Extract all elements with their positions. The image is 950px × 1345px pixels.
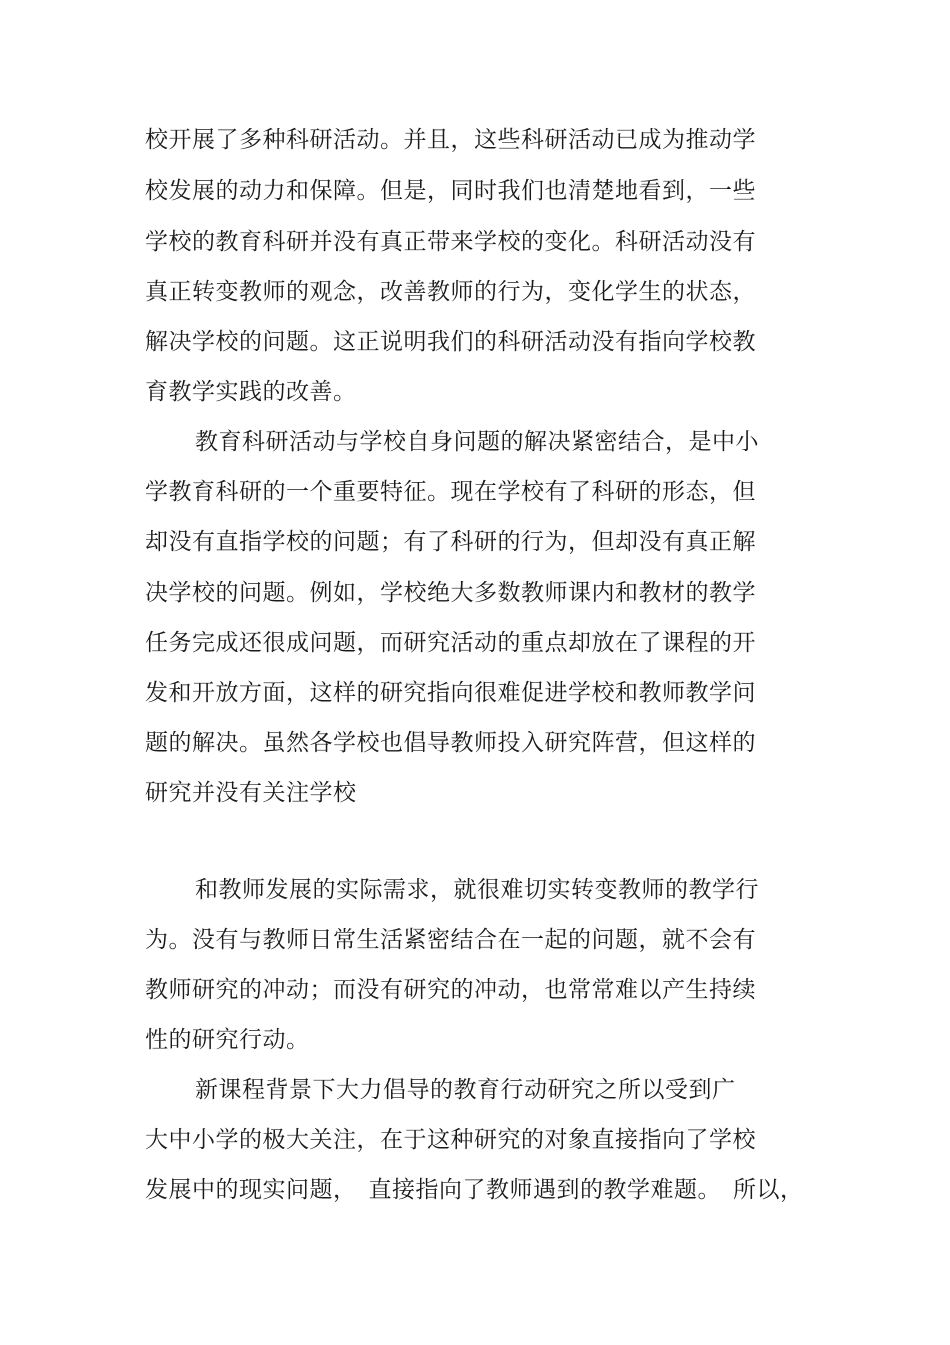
text-line: 学校的教育科研并没有真正带来学校的变化。科研活动没有 <box>145 229 756 255</box>
text-line: 校开展了多种科研活动。并且，这些科研活动已成为推动学 <box>145 127 756 153</box>
text-line: 育教学实践的改善。 <box>145 379 357 405</box>
text-line: 教师研究的冲动；而没有研究的冲动，也常常难以产生持续 <box>145 977 756 1003</box>
text-line: 真正转变教师的观念，改善教师的行为，变化学生的状态， <box>145 279 756 305</box>
text-line: 发展中的现实问题， 直接指向了教师遇到的教学难题。 所以， <box>145 1177 804 1203</box>
text-line: 却没有直指学校的问题；有了科研的行为，但却没有真正解 <box>145 529 756 555</box>
text-line: 研究并没有关注学校 <box>145 780 357 806</box>
paragraph-first-line: 和教师发展的实际需求，就很难切实转变教师的教学行 <box>195 877 759 903</box>
text-line: 校发展的动力和保障。但是，同时我们也清楚地看到，一些 <box>145 178 756 204</box>
paragraph-first-line: 新课程背景下大力倡导的教育行动研究之所以受到广 <box>195 1077 736 1103</box>
text-line: 学教育科研的一个重要特征。现在学校有了科研的形态，但 <box>145 479 756 505</box>
text-line: 决学校的问题。例如，学校绝大多数教师课内和教材的教学 <box>145 580 756 606</box>
text-line: 性的研究行动。 <box>145 1027 310 1053</box>
paragraph-first-line: 教育科研活动与学校自身问题的解决紧密结合，是中小 <box>195 429 759 455</box>
text-line: 题的解决。虽然各学校也倡导教师投入研究阵营，但这样的 <box>145 730 756 756</box>
text-line: 解决学校的问题。这正说明我们的科研活动没有指向学校教 <box>145 329 756 355</box>
text-line: 大中小学的极大关注，在于这种研究的对象直接指向了学校 <box>145 1127 756 1153</box>
text-line: 任务完成还很成问题，而研究活动的重点却放在了课程的开 <box>145 630 756 656</box>
text-line: 发和开放方面，这样的研究指向很难促进学校和教师教学问 <box>145 680 756 706</box>
text-line: 为。没有与教师日常生活紧密结合在一起的问题，就不会有 <box>145 927 756 953</box>
